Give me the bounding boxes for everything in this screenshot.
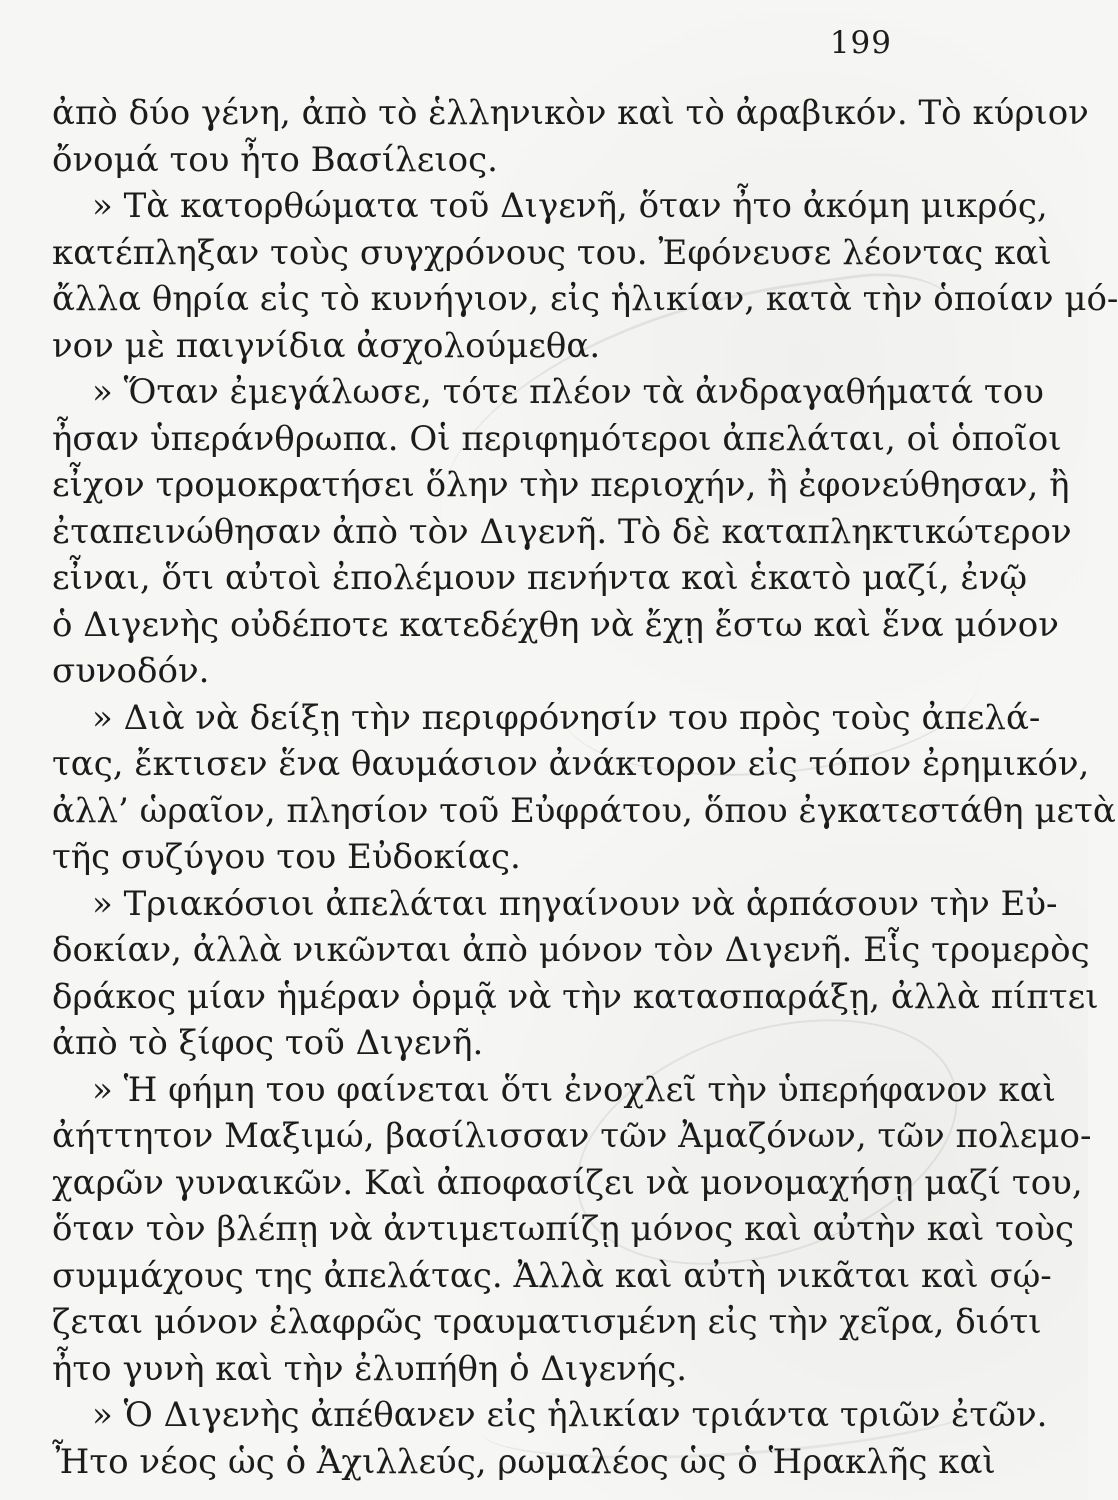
- text-line: συνοδόν.: [52, 651, 210, 691]
- text-line: ἦσαν ὑπεράνθρωπα. Οἱ περιφημότεροι ἀπελάται, οἱ ὁποῖοι: [52, 418, 1062, 459]
- text-line: εἶχον τρομοκρατήσει ὅλην τὴν περιοχήν, ἢ ἐφονεύθησαν, ἢ: [52, 465, 1070, 505]
- text-line: » Τριακόσιοι ἀπελάται πηγαίνουν νὰ ἁρπάσουν τὴν Εὐ-: [92, 883, 1058, 924]
- text-line: » Τὰ κατορθώματα τοῦ Διγενῆ, ὅταν ἦτο ἀκόμη μικρός,: [92, 186, 1048, 226]
- text-line: ζεται μόνον ἐλαφρῶς τραυματισμένη εἰς τὴν χεῖρα, διότι: [52, 1302, 1042, 1342]
- text-line: ἐταπεινώθησαν ἀπὸ τὸν Διγενῆ. Τὸ δὲ καταπληκτικώτερον: [52, 511, 1072, 552]
- text-line: δοκίαν, ἀλλὰ νικῶνται ἀπὸ μόνον τὸν Διγενῆ. Εἷς τρομερὸς: [52, 930, 1090, 970]
- text-line: » Διὰ νὰ δείξῃ τὴν περιφρόνησίν του πρὸς τοὺς ἀπελά-: [92, 697, 1041, 738]
- text-line: » Ὁ Διγενὴς ἀπέθανεν εἰς ἡλικίαν τριάντα τριῶν ἐτῶν.: [92, 1395, 1048, 1435]
- page-number: 199: [829, 25, 892, 61]
- text-line: εἶναι, ὅτι αὐτοὶ ἐπολέμουν πενήντα καὶ ἑκατὸ μαζί, ἐνῷ: [52, 558, 1028, 598]
- text-line: τας, ἔκτισεν ἕνα θαυμάσιον ἀνάκτορον εἰς τόπον ἐρημικόν,: [52, 744, 1090, 784]
- text-line: δράκος μίαν ἡμέραν ὁρμᾷ νὰ τὴν κατασπαράξῃ, ἀλλὰ πίπτει: [52, 976, 1099, 1017]
- body-text: [52, 90, 1118, 1485]
- text-line: ὅταν τὸν βλέπῃ νὰ ἀντιμετωπίζῃ μόνος καὶ αὐτὴν καὶ τοὺς: [52, 1209, 1075, 1249]
- text-line: ὁ Διγενὴς οὐδέποτε κατεδέχθη νὰ ἔχῃ ἔστω καὶ ἕνα μόνον: [52, 604, 1059, 645]
- text-line: κατέπληξαν τοὺς συγχρόνους του. Ἐφόνευσε λέοντας καὶ: [52, 232, 1052, 273]
- text-line: χαρῶν γυναικῶν. Καὶ ἀποφασίζει νὰ μονομαχήσῃ μαζί του,: [52, 1162, 1083, 1203]
- text-line: ὄνομά του ἦτο Βασίλειος.: [52, 139, 498, 180]
- text-line: » Ἡ φήμη του φαίνεται ὅτι ἐνοχλεῖ τὴν ὑπερήφανον καὶ: [92, 1069, 1056, 1110]
- text-line: συμμάχους της ἀπελάτας. Ἀλλὰ καὶ αὐτὴ νικᾶται καὶ σῴ-: [52, 1255, 1052, 1296]
- text-line: τῆς συζύγου του Εὐδοκίας.: [52, 837, 521, 877]
- text-line: νον μὲ παιγνίδια ἀσχολούμεθα.: [52, 325, 601, 366]
- text-line: Ἦτο νέος ὡς ὁ Ἀχιλλεύς, ρωμαλέος ὡς ὁ Ἡρακλῆς καὶ: [52, 1441, 996, 1482]
- text-line: ἦτο γυνὴ καὶ τὴν ἐλυπήθη ὁ Διγενής.: [52, 1348, 688, 1389]
- text-line: ἄλλα θηρία εἰς τὸ κυνήγιον, εἰς ἡλικίαν, κατὰ τὴν ὁποίαν μό-: [52, 279, 1118, 319]
- text-line: ἀπὸ τὸ ξίφος τοῦ Διγενῆ.: [52, 1023, 484, 1063]
- text-line: ἀλλ’ ὡραῖον, πλησίον τοῦ Εὐφράτου, ὅπου ἐγκατεστάθη μετὰ: [52, 790, 1116, 831]
- text-line: ἀήττητον Μαξιμώ, βασίλισσαν τῶν Ἀμαζόνων, τῶν πολεμο-: [52, 1116, 1092, 1156]
- text-line: ἀπὸ δύο γένη, ἀπὸ τὸ ἑλληνικὸν καὶ τὸ ἀραβικόν. Τὸ κύριον: [52, 93, 1089, 133]
- text-line: » Ὅταν ἐμεγάλωσε, τότε πλέον τὰ ἀνδραγαθήματά του: [92, 372, 1044, 412]
